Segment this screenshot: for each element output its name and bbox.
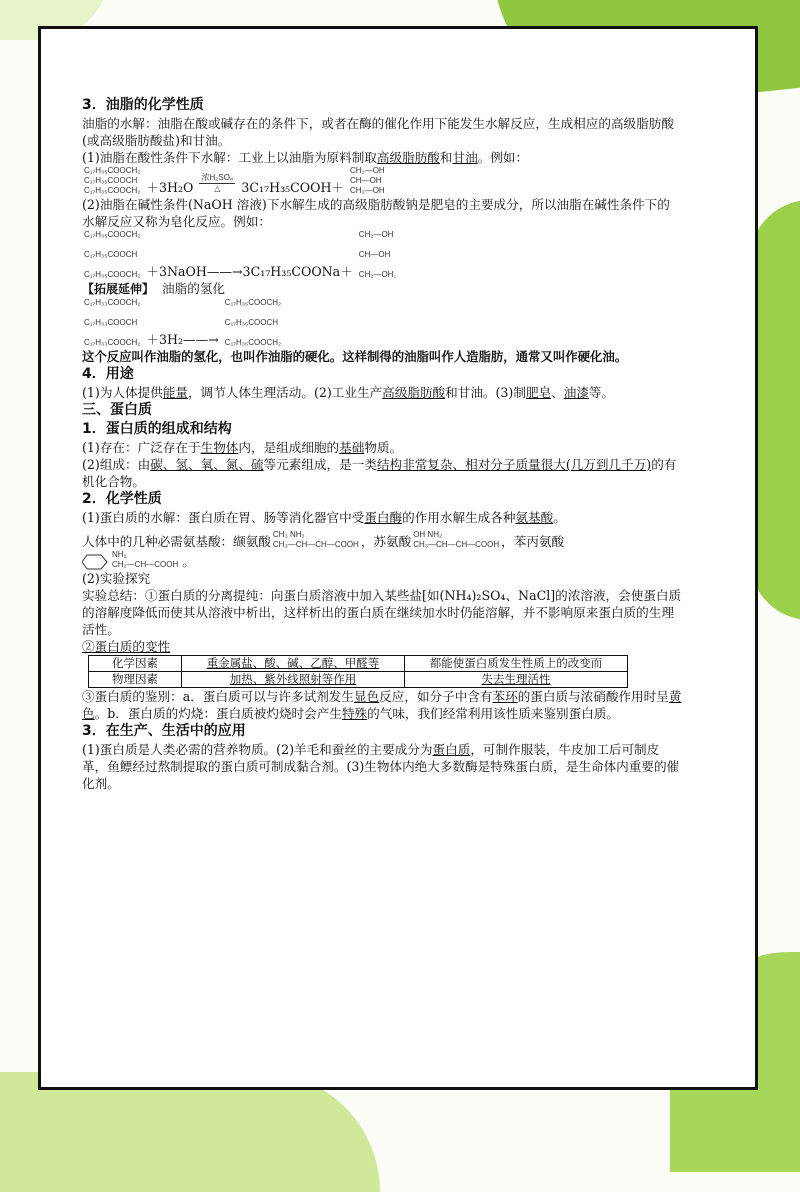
paragraph: (1)油脂在酸性条件下水解：工业上以油脂为原料制取高级脂肪酸和甘油。例如： <box>82 150 529 165</box>
section-title: 1．蛋白质的组成和结构 <box>82 421 232 437</box>
paragraph: 【拓展延伸】 油脂的氢化 <box>82 281 225 296</box>
table-row <box>89 672 628 688</box>
table-cell: 物理因素 <box>89 672 182 688</box>
section-title: 4．用途 <box>82 366 134 382</box>
equation-acid-hydrolysis: C₁₇H₃₅COOCH₂ C₁₇H₃₅COOCH C₁₇H₃₅COOCH₂ ＋3H₂O 浓H₂SO₄ △ 3C₁₇H₃₅COOH＋ CH₂—OH CH—OH CH₂—OH <box>84 166 385 195</box>
background-shape <box>0 1072 380 1192</box>
paragraph: (1)为人体提供能量，调节人体生理活动。(2)工业生产高级脂肪酸和甘油。(3)制肥皂、油漆等。 <box>82 385 615 400</box>
phenylalanine-formula: NH₂ CH₂—CH—COOH 。 <box>82 550 682 570</box>
benzene-ring-icon <box>82 554 108 570</box>
table-cell: 加热、紫外线照射等作用 <box>182 672 405 688</box>
paragraph: ③蛋白质的鉴别：a．蛋白质可以与许多试剂发生显色反应，如分子中含有苯环的蛋白质与浓硝酸作用时呈黄色。b．蛋白质的灼烧：蛋白质被灼烧时会产生特殊的气味，我们经常利用该性质来鉴别蛋白质。 <box>82 689 682 721</box>
equation-hydrogenation: C₁₇H₃₃COOCH₂ C₁₇H₃₃COOCH C₁₇H₃₃COOCH₂ ＋3H₂——→ C₁₇H₃₅COOCH₂ C₁₇H₃₅COOCH C₁₇H₃₅COOCH₂ <box>84 298 282 347</box>
amino-acid-line: 人体中的几种必需氨基酸：缬氨酸 CH₃ NH₂ CH₃—CH—CH—COOH ，苏氨酸 OH NH₂ CH₃—CH—CH—COOH ，苯丙氨酸 <box>82 530 565 549</box>
paragraph: (2)油脂在碱性条件(NaOH 溶液)下水解生成的高级脂肪酸钠是肥皂的主要成分，所以油脂在碱性条件下的水解反应又称为皂化反应。例如： <box>82 197 670 229</box>
paragraph: 实验总结：①蛋白质的分离提纯：向蛋白质溶液中加入某些盐[如(NH₄)₂SO₄、NaCl]的浓溶液，会使蛋白质的溶解度降低而使其从溶液中析出，这样析出的蛋白质在继续加水时仍能溶解，并不影响原来蛋白质的生理活性。 <box>82 588 682 637</box>
paragraph: (1)存在：广泛存在于生物体内，是组成细胞的基础物质。 <box>82 440 403 455</box>
table-cell: 重金属盐、酸、碱、乙醇、甲醛等 <box>182 656 405 672</box>
table-cell: 化学因素 <box>89 656 182 672</box>
section-title: 2．化学性质 <box>82 491 162 507</box>
paragraph: 这个反应叫作油脂的氢化，也叫作油脂的硬化。这样制得的油脂叫作人造脂肪，通常又叫作硬化油。 <box>82 349 628 364</box>
paragraph: (2)组成：由碳、氢、氧、氮、硫等元素组成，是一类结构非常复杂、相对分子质量很大(几万到几千万)的有机化合物。 <box>82 457 677 489</box>
equation-saponification: C₁₇H₃₅COOCH₂ C₁₇H₃₅COOCH C₁₇H₃₅COOCH₂ ＋3NaOH——→3C₁₇H₃₅COONa＋ CH₂—OH CH—OH CH₂—OH。 <box>84 230 402 279</box>
table-cell: 都能使蛋白质发生性质上的改变而 <box>405 656 628 672</box>
denaturation-table <box>88 655 628 688</box>
table-cell: 失去生理活性 <box>405 672 628 688</box>
section-title: 3．油脂的化学性质 <box>82 97 204 113</box>
paragraph: (2)实验探究 <box>82 571 151 586</box>
paragraph: 油脂的水解：油脂在酸或碱存在的条件下，或者在酶的催化作用下能发生水解反应，生成相应的高级脂肪酸(或高级脂肪酸盐)和甘油。 <box>82 116 674 148</box>
section-title: 3．在生产、生活中的应用 <box>82 723 246 739</box>
section-title: 三、蛋白质 <box>82 402 152 418</box>
table-row <box>89 656 628 672</box>
document-content <box>82 96 682 792</box>
paragraph: (1)蛋白质是人类必需的营养物质。(2)羊毛和蚕丝的主要成分为蛋白质，可制作服装，牛皮加工后可制皮革，鱼鳔经过熬制提取的蛋白质可制成黏合剂。(3)生物体内绝大多数酶是特殊蛋白质，是生命体内重要的催化剂。 <box>82 742 680 791</box>
paragraph: (1)蛋白质的水解：蛋白质在胃、肠等消化器官中受蛋白酶的作用水解生成各种氨基酸。 <box>82 510 566 525</box>
paragraph: ②蛋白质的变性 <box>82 639 171 654</box>
